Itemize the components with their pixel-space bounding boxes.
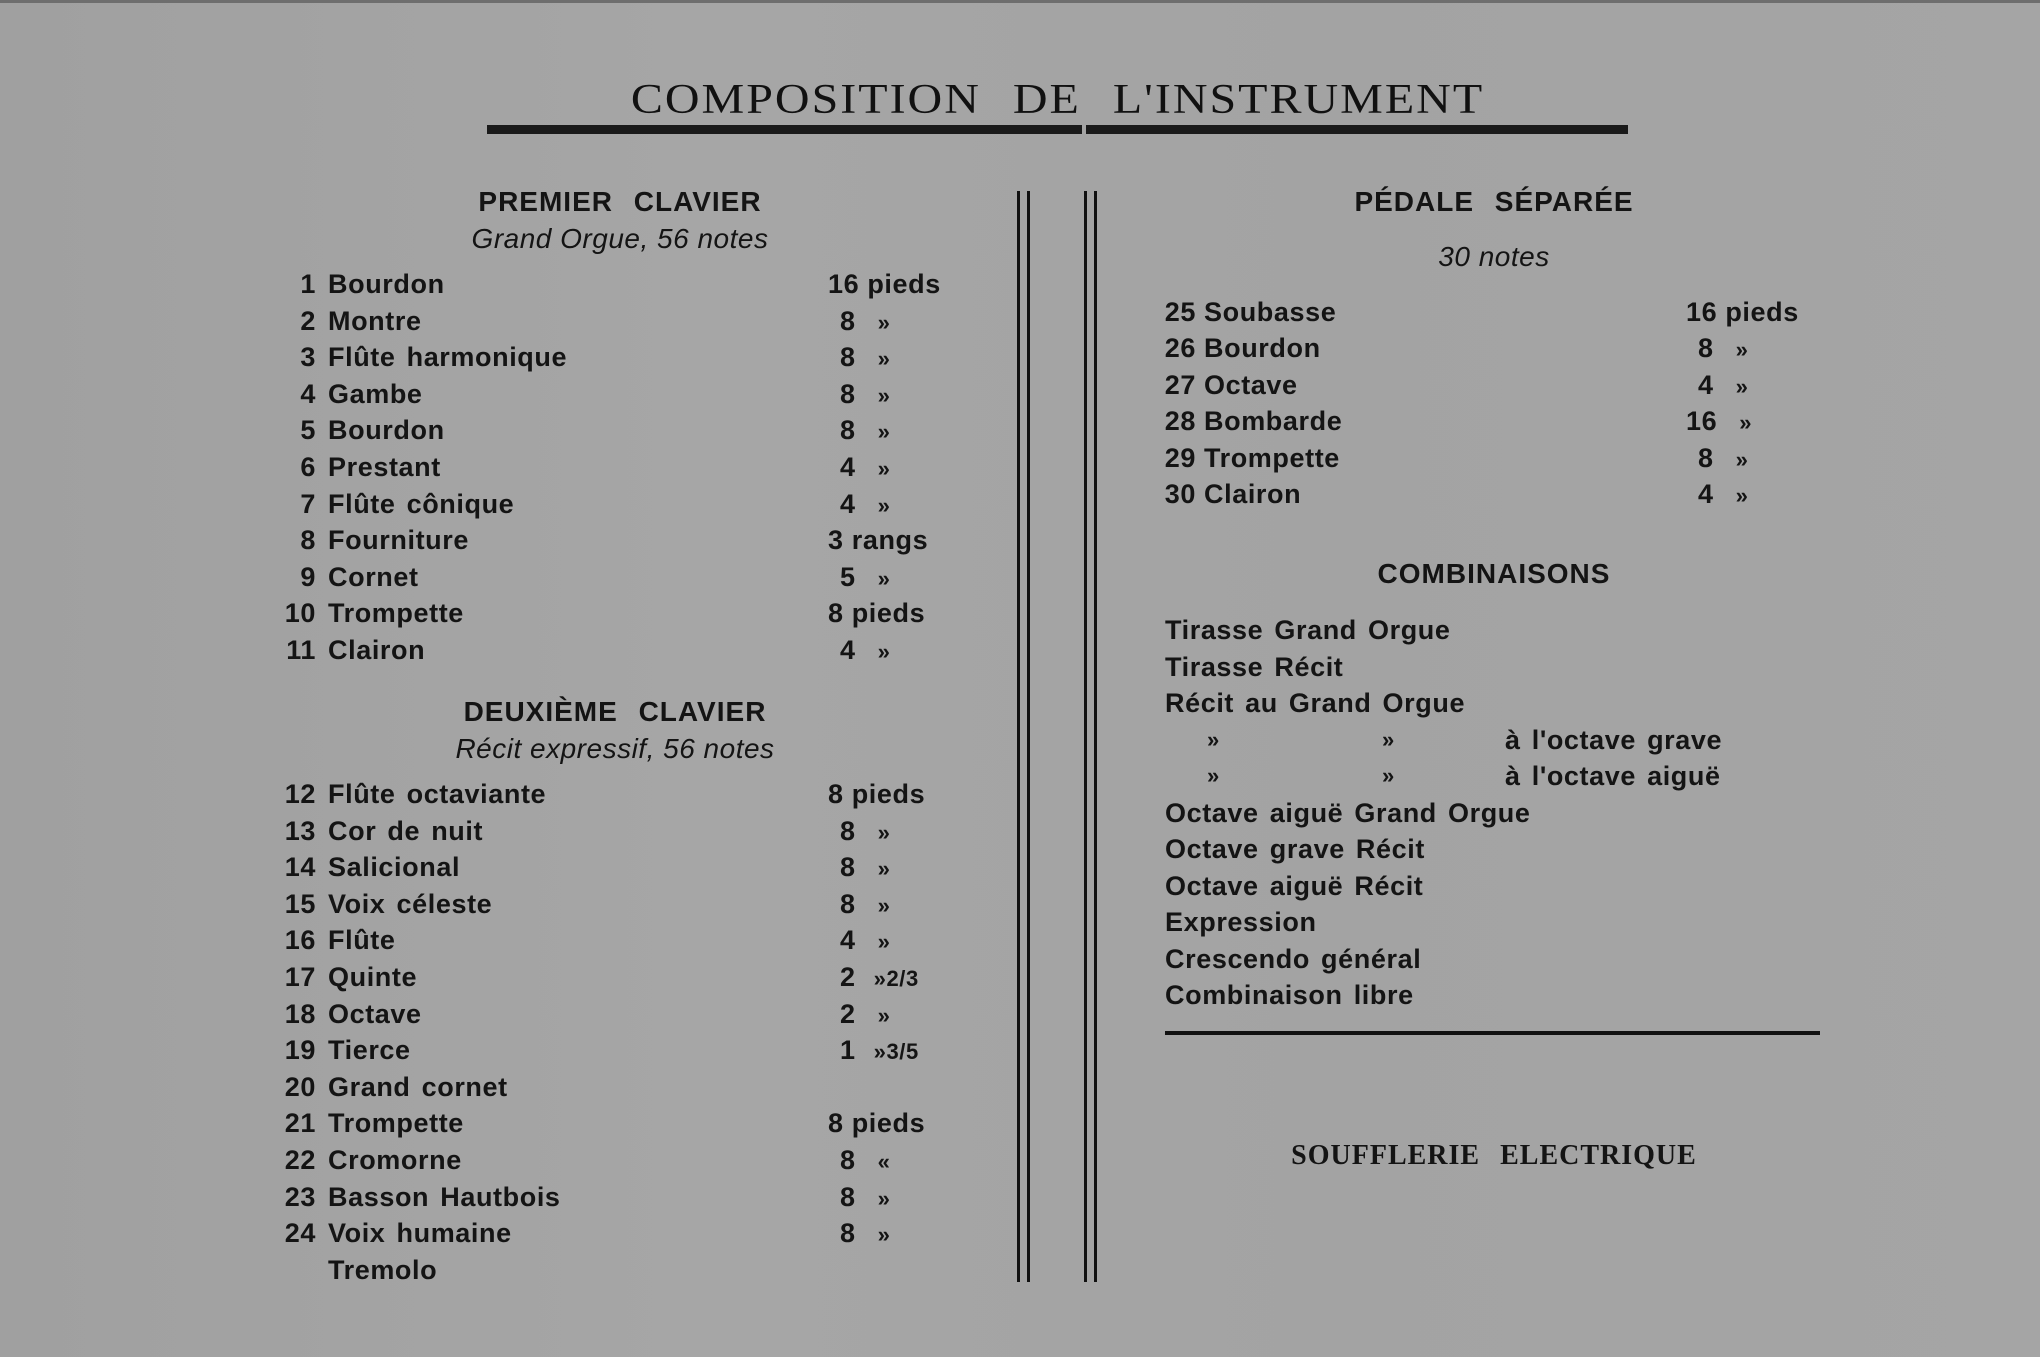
stop-number: 21	[284, 1108, 316, 1139]
stop-name: Salicional	[328, 852, 461, 883]
ditto-mark: »2/3	[873, 966, 919, 991]
ditto-mark: »	[877, 309, 891, 335]
stop-row	[268, 777, 926, 811]
stop-name: Quinte	[328, 962, 418, 992]
stop-number: 10	[284, 598, 316, 629]
stop-row	[268, 413, 918, 447]
stop-name: Bourdon	[328, 269, 445, 299]
ditto-mark: »	[877, 456, 891, 481]
stop-name: Basson Hautbois	[328, 1181, 561, 1212]
stop-number: 8	[300, 525, 316, 556]
stop-size	[1698, 331, 1748, 367]
stop-number: 17	[284, 962, 316, 992]
stop-name: Octave	[328, 998, 422, 1029]
title-rule-right	[1086, 125, 1628, 134]
ditto-mark: »	[877, 382, 891, 408]
ditto-mark: «	[877, 1149, 891, 1174]
ditto-mark: »	[877, 819, 891, 845]
stop-row	[268, 377, 918, 411]
stop-size-value: 8	[840, 1218, 856, 1249]
stop-size-value: 5	[840, 561, 856, 592]
combinaison-item: Combinaison libre	[1165, 980, 1414, 1010]
stop-number: 25	[1164, 297, 1196, 327]
stop-number: 27	[1164, 369, 1196, 400]
stop-row	[268, 850, 918, 884]
combinaison-item: Octave grave Récit	[1165, 834, 1425, 864]
stop-name: Octave	[1204, 369, 1298, 400]
stop-size-value: 8	[840, 815, 856, 846]
stop-number: 26	[1164, 333, 1196, 364]
stop-size	[840, 413, 890, 449]
stop-number: 4	[300, 378, 316, 409]
stop-number: 22	[284, 1145, 316, 1175]
combinaisons-heading: COMBINAISONS	[1377, 558, 1611, 589]
stop-number: 3	[300, 342, 316, 373]
stop-size	[840, 1143, 890, 1179]
stop-size	[828, 1070, 850, 1104]
stop-row	[268, 340, 918, 374]
stop-size	[828, 596, 947, 630]
stop-row	[268, 1106, 926, 1140]
stop-name: Flûte	[328, 925, 396, 956]
stop-size	[840, 487, 890, 523]
page-edge	[0, 0, 2040, 3]
stop-name: Voix céleste	[328, 888, 493, 919]
stop-number: 12	[284, 779, 316, 809]
soufflerie-heading: SOUFFLERIE ELECTRIQUE	[1291, 1140, 1697, 1171]
stop-row	[268, 960, 918, 994]
stop-size	[840, 450, 890, 486]
stop-size	[840, 560, 890, 596]
stop-size-value: 8	[840, 1181, 856, 1212]
stop-row	[268, 304, 918, 338]
stop-name: Tremolo	[328, 1254, 438, 1285]
title-rule-left	[487, 125, 1082, 134]
stop-size-value: 8	[1698, 442, 1714, 473]
ditto-mark: »	[877, 346, 891, 372]
stop-size	[1698, 368, 1748, 404]
stop-size-value: 8 pieds	[828, 1108, 926, 1139]
stop-row	[268, 997, 918, 1031]
stop-name: Flûte octaviante	[328, 779, 547, 809]
combinaison-item: Crescendo général	[1165, 943, 1422, 974]
stop-row	[268, 814, 918, 848]
combinaison-text: à l'octave grave	[1505, 724, 1723, 755]
stop-size-value: 2	[840, 998, 856, 1029]
deuxieme-clavier-heading: DEUXIÈME CLAVIER	[463, 696, 767, 727]
column-divider-line	[1017, 191, 1020, 1282]
stop-size	[1698, 441, 1748, 477]
stop-number: 30	[1164, 479, 1196, 509]
stop-size	[1686, 404, 1752, 440]
stop-size-value: 8	[840, 1145, 856, 1175]
stop-size	[828, 777, 947, 811]
stop-name: Montre	[328, 305, 422, 336]
combinaison-item: Octave aiguë Récit	[1165, 870, 1424, 901]
ditto-mark: »	[1207, 726, 1220, 752]
stop-size-value: 4	[1698, 479, 1714, 509]
stop-size-value: 8	[840, 342, 856, 373]
premier-clavier-heading: PREMIER CLAVIER	[478, 186, 762, 217]
stop-size-value: 4	[1698, 369, 1714, 400]
stop-number: 14	[284, 852, 316, 883]
premier-clavier-subtitle: Grand Orgue, 56 notes	[471, 223, 769, 254]
ditto-mark: »	[877, 419, 891, 445]
stop-size	[840, 923, 890, 959]
stop-row	[268, 887, 918, 921]
ditto-mark: »	[1382, 763, 1395, 788]
stop-size	[840, 997, 890, 1033]
stop-row	[268, 487, 918, 521]
combinaison-item: Octave aiguë Grand Orgue	[1165, 797, 1531, 828]
stop-number: 23	[284, 1181, 316, 1212]
stop-name: Trompette	[1204, 442, 1340, 473]
section-rule	[1165, 1031, 1820, 1035]
stop-number: 7	[300, 488, 316, 519]
stop-size	[840, 850, 890, 886]
stop-name: Trompette	[328, 1108, 464, 1139]
stop-name: Flûte cônique	[328, 488, 515, 519]
stop-name: Fourniture	[328, 525, 469, 556]
stop-size	[840, 887, 890, 923]
stop-row	[268, 923, 918, 957]
ditto-mark: »	[1739, 410, 1753, 436]
stop-row	[268, 1253, 918, 1287]
stop-name: Soubasse	[1204, 297, 1337, 327]
stop-row	[268, 633, 918, 667]
stop-size-value: 8	[840, 378, 856, 409]
stop-size-value: 8	[840, 852, 856, 883]
stop-name: Cromorne	[328, 1145, 462, 1175]
stop-number: 19	[284, 1035, 316, 1066]
stop-size	[840, 340, 890, 376]
stop-name: Bombarde	[1204, 406, 1343, 437]
stop-number: 9	[300, 561, 316, 592]
ditto-mark: »	[877, 1185, 891, 1211]
stop-size	[840, 814, 890, 850]
stop-row	[268, 1033, 918, 1067]
stop-row	[268, 1143, 918, 1177]
stop-row	[268, 450, 918, 484]
stop-size	[828, 1106, 947, 1140]
stop-row	[268, 560, 918, 594]
ditto-mark: »	[877, 639, 891, 664]
ditto-mark: »	[877, 929, 891, 955]
pedale-heading: PÉDALE SÉPARÉE	[1354, 186, 1634, 217]
stop-size	[840, 377, 890, 413]
stop-row	[268, 523, 929, 557]
page-title: COMPOSITION DE L'INSTRUMENT	[630, 76, 1485, 123]
stop-name: Prestant	[328, 452, 441, 482]
stop-row	[1148, 368, 1798, 402]
stop-size-value: 2	[840, 962, 856, 992]
stop-size	[840, 1033, 919, 1069]
stop-name: Clairon	[328, 635, 426, 665]
stop-row	[1148, 331, 1798, 365]
pedale-subtitle: 30 notes	[1438, 241, 1550, 272]
stop-size-value: 8	[840, 415, 856, 446]
stop-number: 18	[284, 998, 316, 1029]
stop-size-value: 8 pieds	[828, 598, 926, 629]
stop-row	[1148, 295, 1798, 329]
column-divider-line	[1094, 191, 1097, 1282]
stop-size-value: 4	[840, 925, 856, 956]
combinaison-item: Récit au Grand Orgue	[1165, 688, 1466, 718]
stop-size	[1698, 477, 1748, 513]
stop-number: 15	[284, 888, 316, 919]
ditto-mark: »	[1735, 373, 1749, 399]
ditto-mark: »	[877, 1222, 891, 1248]
stop-name: Bourdon	[1204, 333, 1321, 364]
ditto-mark: »	[877, 492, 891, 518]
stop-number: 29	[1164, 442, 1196, 473]
stop-row	[1148, 477, 1798, 511]
ditto-mark: »	[877, 1002, 891, 1028]
stop-size-value: 16	[1686, 406, 1718, 437]
stop-number: 16	[284, 925, 316, 956]
stop-size-value: 4	[840, 635, 856, 665]
stop-name: Flûte harmonique	[328, 342, 568, 373]
stop-number: 28	[1164, 406, 1196, 437]
stop-row	[268, 1070, 918, 1104]
stop-size-value: 8	[840, 305, 856, 336]
combinaison-text: à l'octave aiguë	[1505, 761, 1721, 791]
combinaison-item: Tirasse Grand Orgue	[1165, 615, 1451, 645]
ditto-mark: »	[1207, 763, 1220, 788]
stop-size	[840, 1216, 890, 1252]
stop-number: 5	[300, 415, 316, 446]
stop-name: Grand cornet	[328, 1071, 508, 1102]
stop-number: 24	[284, 1218, 316, 1249]
stop-size-value: 1	[840, 1035, 856, 1066]
stop-size-value: 8 pieds	[828, 779, 926, 809]
ditto-mark: »	[877, 892, 891, 918]
stop-size-value: 16 pieds	[1686, 297, 1799, 327]
stop-number: 1	[300, 269, 316, 299]
ditto-mark: »	[877, 856, 891, 882]
stop-size-value: 4	[840, 452, 856, 482]
stop-number: 11	[286, 635, 316, 665]
stop-name: Gambe	[328, 378, 423, 409]
stop-size	[840, 304, 890, 340]
stop-name: Clairon	[1204, 479, 1302, 509]
stop-number: 6	[300, 452, 316, 482]
stop-name: Bourdon	[328, 415, 445, 446]
stop-size-value: 16 pieds	[828, 269, 941, 299]
stop-size	[840, 960, 919, 996]
stop-size	[840, 633, 890, 669]
stop-name: Cor de nuit	[328, 815, 484, 846]
stop-name: Trompette	[328, 598, 464, 629]
stop-name: Cornet	[328, 561, 419, 592]
combinaison-item: Expression	[1165, 907, 1317, 937]
ditto-mark: »	[1735, 446, 1749, 472]
stop-number: 2	[300, 305, 316, 336]
stop-number: 20	[284, 1071, 316, 1102]
column-divider-line	[1084, 191, 1087, 1282]
stop-row	[268, 596, 926, 630]
stop-size-value: 8	[1698, 333, 1714, 364]
stop-size-value: 3 rangs	[828, 525, 929, 556]
deuxieme-clavier-subtitle: Récit expressif, 56 notes	[455, 733, 775, 764]
stop-size	[840, 1180, 890, 1216]
stop-row	[1148, 441, 1798, 475]
stop-size	[828, 523, 950, 557]
stop-number: 13	[284, 815, 316, 846]
stop-size-value: 8	[840, 888, 856, 919]
stop-size	[1686, 295, 1821, 329]
ditto-mark: »3/5	[873, 1039, 919, 1065]
stop-row	[268, 267, 941, 301]
ditto-mark: »	[1382, 726, 1395, 752]
stop-row	[268, 1216, 918, 1250]
stop-row	[268, 1180, 918, 1214]
stop-name: Voix humaine	[328, 1218, 512, 1249]
stop-row	[1148, 404, 1798, 438]
stop-size	[828, 267, 963, 301]
stop-size-value: 4	[840, 488, 856, 519]
ditto-mark: »	[1735, 483, 1749, 508]
column-divider-line	[1027, 191, 1030, 1282]
stop-name: Tierce	[328, 1035, 411, 1066]
ditto-mark: »	[877, 565, 891, 591]
combinaison-item: Tirasse Récit	[1165, 651, 1344, 682]
stop-size	[828, 1253, 850, 1287]
ditto-mark: »	[1735, 337, 1749, 363]
